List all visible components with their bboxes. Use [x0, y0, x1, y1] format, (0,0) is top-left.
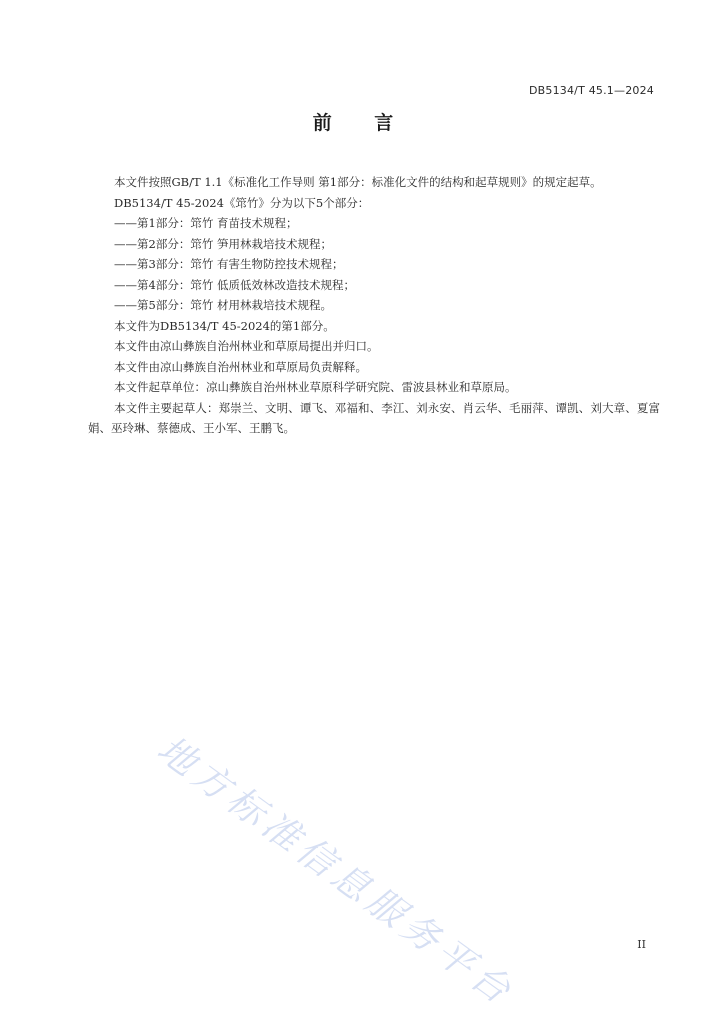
paragraph-parts-intro: DB5134/T 45-2024《筇竹》分为以下5个部分： [114, 195, 370, 210]
paragraph-document-part: 本文件为DB5134/T 45-2024的第1部分。 [114, 318, 335, 333]
page-title: 前 言 [312, 112, 412, 134]
paragraph-drafting-basis: 本文件按照GB/T 1.1《标准化工作导则 第1部分：标准化文件的结构和起草规则》的规定起草。 [114, 175, 602, 189]
list-item-part-5: ——第5部分：筇竹 材用林栽培技术规程。 [114, 298, 332, 312]
paragraph-proposer: 本文件由凉山彝族自治州林业和草原局提出并归口。 [114, 339, 379, 353]
foreword-body [88, 172, 660, 439]
paragraph-interpreter: 本文件由凉山彝族自治州林业和草原局负责解释。 [114, 359, 367, 374]
document-code: DB5134/T 45.1—2024 [528, 84, 654, 97]
watermark: 地方标准信息服务平台 [149, 727, 523, 1015]
list-item-part-1: ——第1部分：筇竹 育苗技术规程； [114, 216, 298, 230]
paragraph-drafting-units: 本文件起草单位：凉山彝族自治州林业草原科学研究院、雷波县林业和草原局。 [114, 380, 517, 394]
page-number: II [637, 938, 646, 951]
list-item-part-4: ——第4部分：筇竹 低质低效林改造技术规程； [114, 277, 355, 292]
paragraph-drafters: 本文件主要起草人：郑崇兰、文明、谭飞、邓福和、李江、刘永安、肖云华、毛丽萍、谭凯、刘大章、夏富娟、巫玲琳、蔡德成、王小军、王鹏飞。 [88, 400, 660, 435]
list-item-part-2: ——第2部分：筇竹 笋用林栽培技术规程； [114, 236, 332, 251]
list-item-part-3: ——第3部分：筇竹 有害生物防控技术规程； [114, 257, 344, 271]
